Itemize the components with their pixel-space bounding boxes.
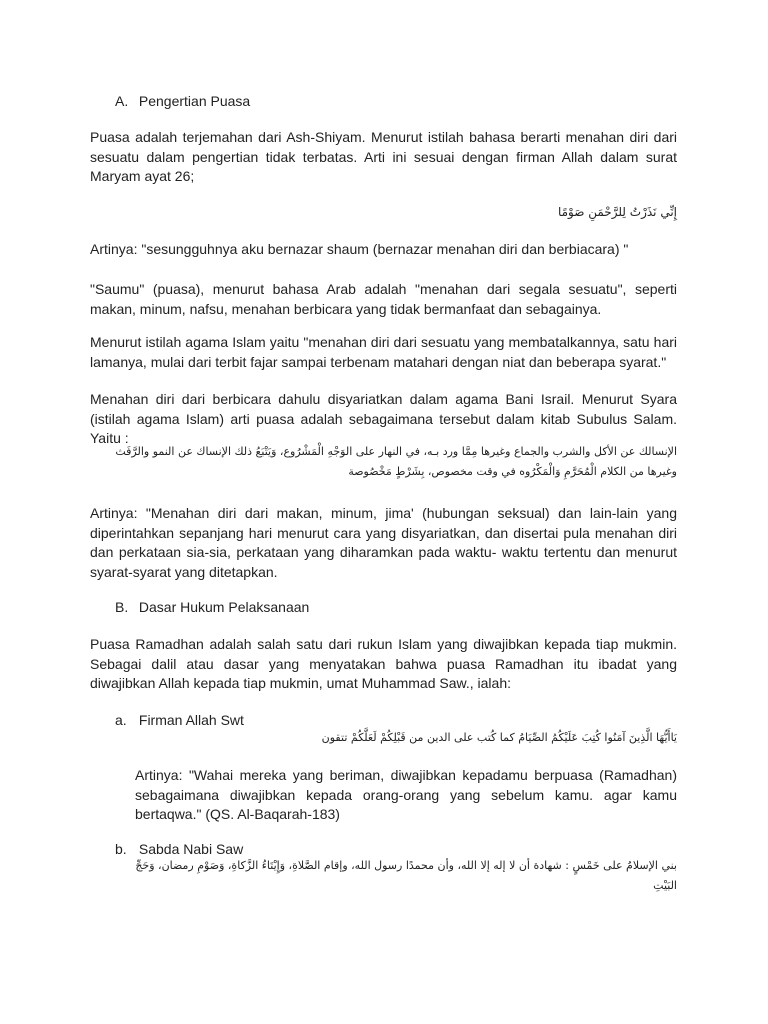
translation-definition: Artinya: "Menahan diri dari makan, minum, jima' (hubungan seksual) dan lain-lain yang diperintahkan sepanjang hari menurut cara yang disyariatkan, dan disertai pula menahan diri dan perkataan sia-sia, perkataan yang diharamkan pada waktu- waktu tertentu dan menurut syarat-syarat yang ditetapkan. — [90, 505, 677, 580]
section-a-intro: Puasa adalah terjemahan dari Ash-Shiyam. Menurut istilah bahasa berarti menahan diri dari sesuatu dalam pengertian tidak terbatas. Arti ini sesuai dengan firman Allah dalam surat Maryam ayat 26; — [90, 129, 677, 184]
section-b-title: Dasar Hukum Pelaksanaan — [138, 599, 310, 615]
hadith-arabic: بني الإسلامُ على خَمْسٍ : شهادة أن لا إله إلا الله، وأن محمدًا رسول الله، وإقام الصَّلاةِ، وَإِيْتَاءُ الزَّكاةِ، وَصَوْمِ رمضان، وَحَجِّ البَيْتِ — [135, 859, 677, 892]
translation-maryam: Artinya: "sesungguhnya aku bernazar shaum (bernazar menahan diri dan berbiacara) " — [90, 241, 629, 257]
section-b-marker: B. — [115, 599, 129, 615]
item-a-heading — [115, 711, 244, 731]
saumu-paragraph: "Saumu" (puasa), menurut bahasa Arab adalah "menahan dari segala sesuatu", seperti makan, minum, nafsu, menahan berbicara yang tidak bermanfaat dan sebagainya. — [90, 281, 677, 317]
subulus-salam-arabic: الإنسالك عن الأكل والشرب والجماع وغيرها مِمَّا ورد بـه، في النهار على الوَجْهِ الْمَشْرُوع، وَيَتْبَعُ ذلك الإنساك عن النمو والرَّفَث وغيرها من الكلام الْمُحَرَّمِ وَالْمَكْرُوه في وقت مخصوص، بِشَرْطٍ مَخْصُوصة — [115, 445, 677, 478]
section-a-heading — [115, 92, 250, 112]
translation-albaqarah: Artinya: "Wahai mereka yang beriman, diwajibkan kepadamu berpuasa (Ramadhan) sebagaimana diwajibkan kepada orang-orang yang sebelum kamu. agar kamu bertaqwa." (QS. Al-Baqarah-183) — [135, 767, 677, 822]
section-a-marker: A. — [115, 93, 129, 109]
section-a-title: Pengertian Puasa — [138, 93, 251, 109]
section-b-intro: Puasa Ramadhan adalah salah satu dari rukun Islam yang diwajibkan kepada tiap mukmin. Sebagai dalil atau dasar yang menyatakan bahwa puasa Ramadhan itu ibadat yang diwajibkan Allah kepada tiap mukmin, umat Muhammad Saw., ialah: — [90, 636, 677, 691]
item-b-marker: b. — [115, 841, 127, 857]
maryam-verse-arabic: إِنِّي نَذَرْتُ لِلرَّحْمَنِ صَوْمًا — [557, 205, 677, 219]
istilah-paragraph: Menurut istilah agama Islam yaitu "menahan diri dari sesuatu yang membatalkannya, satu hari lamanya, mulai dari terbit fajar sampai terbenam matahari dengan niat dan beberapa syarat." — [90, 334, 677, 370]
item-a-marker: a. — [115, 712, 127, 728]
item-a-title: Firman Allah Swt — [138, 712, 244, 728]
section-b-heading — [115, 598, 309, 618]
syara-paragraph: Menahan diri dari berbicara dahulu disyariatkan dalam agama Bani Israil. Menurut Syara (istilah agama Islam) arti puasa adalah sebagaimana tersebut dalam kitab Subulus Salam. Yaitu : — [90, 391, 677, 446]
item-b-title: Sabda Nabi Saw — [138, 841, 244, 857]
firman-arabic: يَاأَيُّهَا الَّذِينَ آمَنُوا كُتِبَ عَلَيْكُمُ الصِّيَامُ كما كُتب على الدين من قَبْلِكُمْ لَعَلَّكُمْ تتقون — [321, 731, 677, 744]
